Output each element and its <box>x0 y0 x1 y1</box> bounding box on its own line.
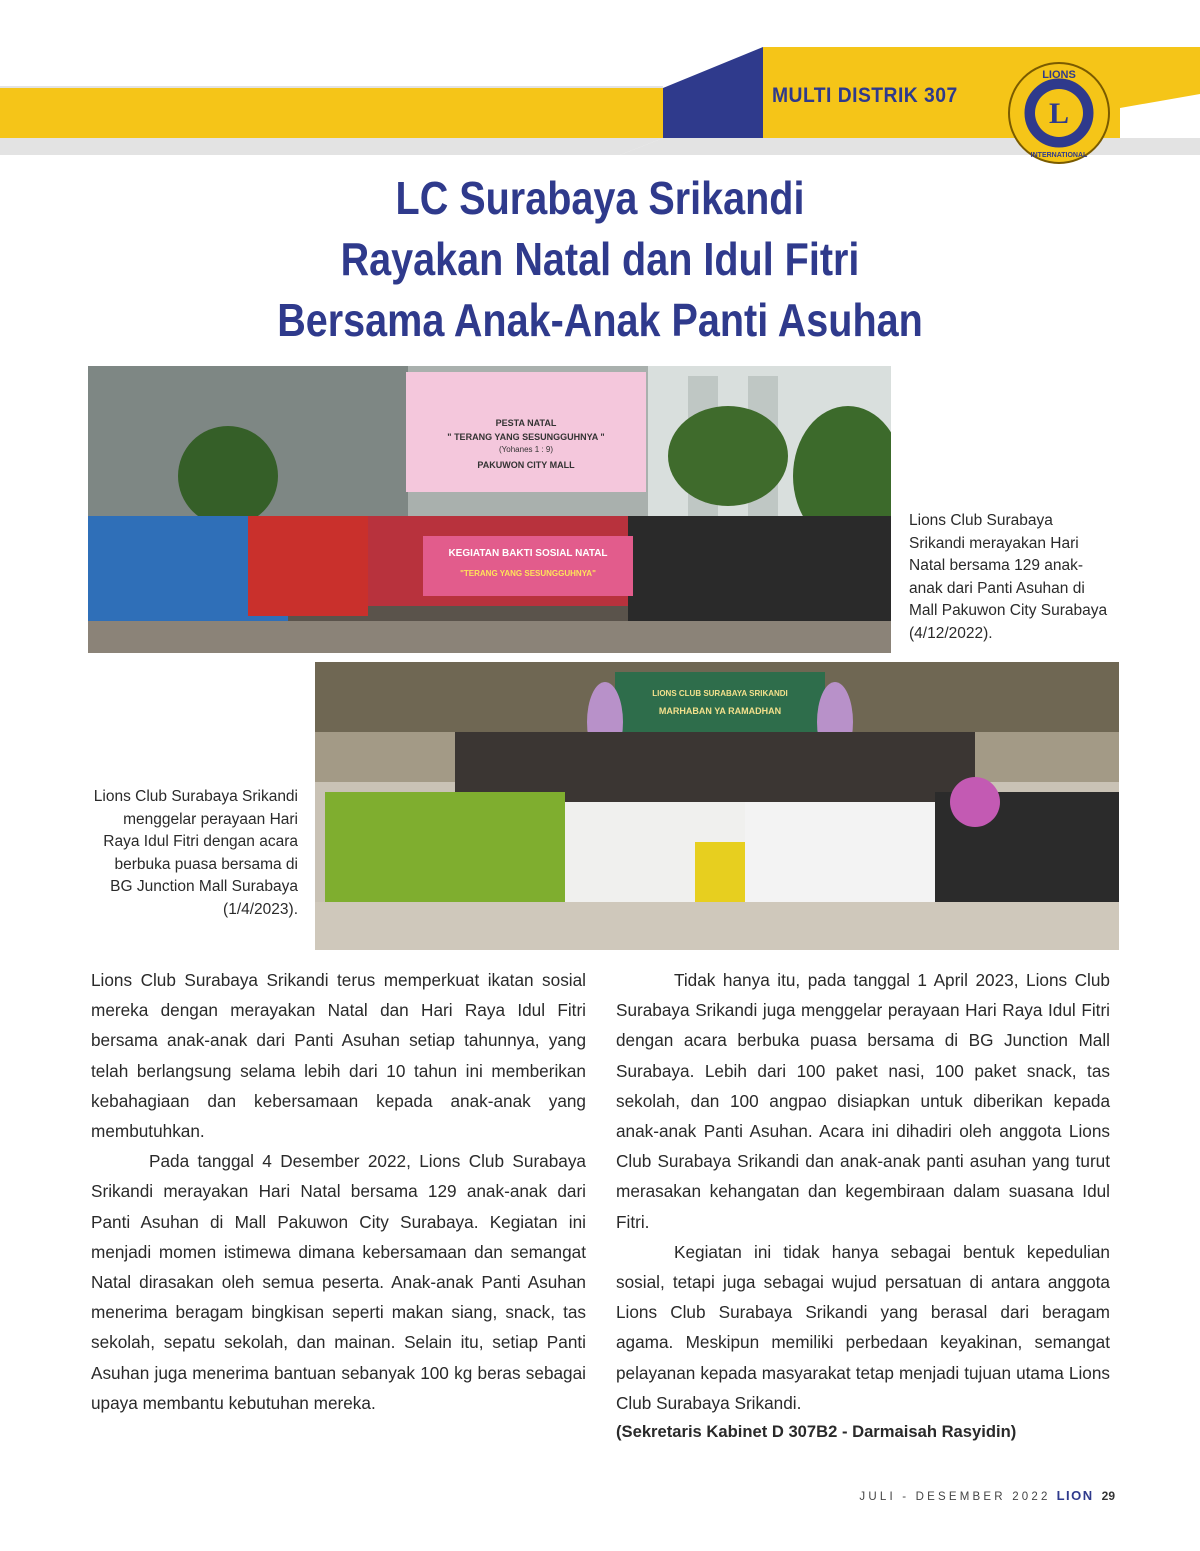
footer-magazine: LION <box>1056 1488 1094 1503</box>
photo1-venue: PAKUWON CITY MALL <box>477 460 575 470</box>
article-column-left <box>91 965 586 1418</box>
photo1-event-title: PESTA NATAL <box>495 418 557 428</box>
title-line-3: Bersama Anak-Anak Panti Asuhan <box>277 294 923 346</box>
article-title <box>84 168 1116 351</box>
photo2-event-sub: MARHABAN YA RAMADHAN <box>658 706 782 716</box>
photo1-banner-text: KEGIATAN BAKTI SOSIAL NATAL <box>448 548 608 559</box>
photo-idul-fitri-celebration <box>315 662 1119 950</box>
title-line-1: LC Surabaya Srikandi <box>395 172 805 224</box>
logo-text-bottom: INTERNATIONAL <box>1030 152 1088 159</box>
page-footer <box>0 1488 1115 1503</box>
banner-blue-wedge <box>663 47 763 138</box>
banner-yellow-left <box>0 88 663 138</box>
paragraph-idul-fitri: Tidak hanya itu, pada tanggal 1 April 2023, Lions Club Surabaya Srikandi juga menggelar perayaan Hari Raya Idul Fitri dengan acara berbuka puasa bersama di BG Junction Mall Surabaya. Lebih dari 100 paket nasi, 100 paket snack, tas sekolah, dan 100 angpao disiapkan untuk diberikan kepada anak-anak Panti Asuhan. Acara ini dihadiri oleh anggota Lions Club Surabaya Srikandi dan anak-anak panti asuhan yang turut merasakan kehangatan dan kegembiraan dalam suasana Idul Fitri. <box>616 970 1110 1232</box>
paragraph-christmas: Pada tanggal 4 Desember 2022, Lions Club Surabaya Srikandi merayakan Hari Natal bersama 129 anak-anak dari Panti Asuhan di Mall Pakuwon City Surabaya. Kegiatan ini menjadi momen istimewa dimana kebersamaan dan semangat Natal dirasakan oleh semua peserta. Anak-anak Panti Asuhan menerima beragam bingkisan seperti makan siang, snack, tas sekolah, sepatu sekolah, dan mainan. Selain itu, setiap Panti Asuhan juga menerima bantuan sebanyak 100 kg beras sebagai upaya membantu kebutuhan mereka. <box>91 1151 586 1413</box>
photo1-caption: Lions Club Surabaya Srikandi merayakan Hari Natal bersama 129 anak-anak dari Panti Asuhan di Mall Pakuwon City Surabaya (4/12/2022). <box>909 512 1108 642</box>
photo1-event-theme: " TERANG YANG SESUNGGUHNYA " <box>447 432 605 442</box>
article-signature: (Sekretaris Kabinet D 307B2 - Darmaisah Rasyidin) <box>616 1422 1017 1442</box>
photo2-event-title: LIONS CLUB SURABAYA SRIKANDI <box>652 689 788 698</box>
logo-letter: L <box>1048 97 1070 130</box>
photo1-banner-sub: "TERANG YANG SESUNGGUHNYA" <box>460 569 596 578</box>
lions-international-logo <box>1000 58 1118 168</box>
photo1-verse: (Yohanes 1 : 9) <box>499 445 553 454</box>
photo-christmas-celebration <box>88 366 891 653</box>
article-column-right <box>616 965 1110 1446</box>
page-number: 29 <box>1101 1489 1115 1503</box>
footer-issue: JULI - DESEMBER 2022 <box>859 1491 1051 1503</box>
title-line-2: Rayakan Natal dan Idul Fitri <box>340 233 860 285</box>
photo2-caption: Lions Club Surabaya Srikandi menggelar perayaan Hari Raya Idul Fitri dengan acara berbuka puasa bersama di BG Junction Mall Surabaya (1/4/2023). <box>93 788 298 918</box>
paragraph-intro: Lions Club Surabaya Srikandi terus memperkuat ikatan sosial mereka dengan merayakan Natal dan Hari Raya Idul Fitri bersama anak-anak dari Panti Asuhan setiap tahunnya, yang telah berlangsung selama lebih dari 10 tahun ini memberikan kebahagiaan dan kebersamaan kepada anak-anak yang membutuhkan. <box>91 970 586 1142</box>
logo-text-top: LIONS <box>1042 69 1076 81</box>
paragraph-unity: Kegiatan ini tidak hanya sebagai bentuk kepedulian sosial, tetapi juga sebagai wujud persatuan di antara anggota Lions Club Surabaya Srikandi yang berasal dari beragam agama. Meskipun memiliki perbedaan keyakinan, semangat pelayanan kepada masyarakat tetap menjadi tujuan utama Lions Club Surabaya Srikandi. <box>616 1241 1110 1413</box>
district-label: MULTI DISTRIK 307 <box>772 84 958 107</box>
